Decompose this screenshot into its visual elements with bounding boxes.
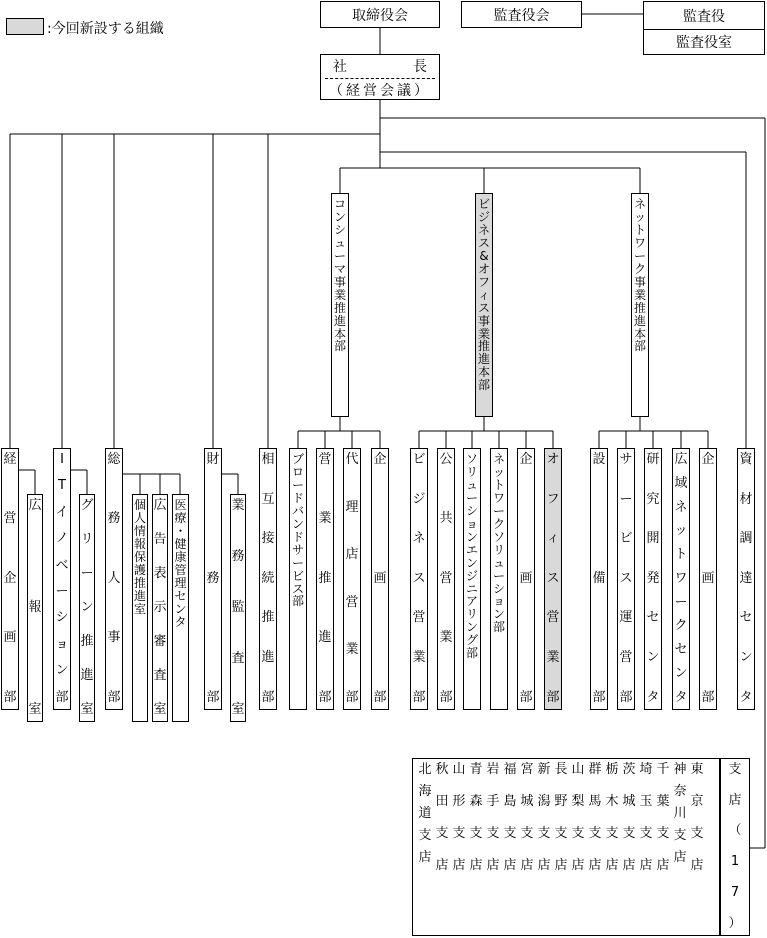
label-char: ン: [174, 601, 187, 616]
label-char: 部: [412, 689, 426, 705]
label-char: ン: [55, 663, 69, 679]
label-char: ン: [646, 650, 660, 666]
label-char: 広: [28, 498, 42, 513]
label-char: 部: [206, 689, 220, 705]
department-box: [230, 494, 246, 722]
label-char: 画: [3, 630, 17, 646]
label-char: ン: [492, 607, 505, 622]
label-char: ワ: [633, 235, 646, 250]
label-char: ー: [55, 584, 69, 600]
label-char: ー: [291, 477, 304, 492]
branch-item: 秋 田 支 店: [435, 762, 449, 873]
label-char: 康: [174, 549, 187, 564]
label-char: 本: [633, 326, 646, 341]
label-char: 業: [633, 287, 646, 302]
branch-item: 茨 城 支 店: [622, 762, 636, 873]
department-box: [343, 448, 361, 710]
label-char: ソ: [465, 452, 478, 466]
label-char: ス: [477, 235, 490, 250]
label-char: 進: [133, 588, 146, 603]
label-char: ス: [477, 300, 490, 315]
department-box: [79, 494, 95, 722]
label-char: 査: [231, 650, 245, 666]
label-char: 画: [701, 570, 715, 586]
label-char: タ: [739, 689, 753, 705]
label-char: リ: [465, 464, 478, 479]
label-char: 告: [153, 531, 167, 547]
label-char: 7: [730, 884, 740, 900]
label-char: オ: [477, 261, 490, 276]
branch-item: 福 島 支 店: [503, 762, 517, 873]
label-char: ・: [174, 523, 187, 538]
label-char: ス: [546, 570, 560, 586]
label-char: ク: [492, 516, 505, 531]
label-char: 互: [261, 491, 275, 507]
department-box: [152, 494, 168, 722]
label-char: 推: [633, 300, 646, 315]
auditor-label: 監査役: [683, 8, 725, 25]
board-of-directors-box: 取締役会: [320, 1, 440, 28]
branch-item: 新 潟 支 店: [537, 762, 551, 873]
label-char: ー: [80, 565, 94, 581]
label-char: 材: [739, 491, 753, 507]
label-char: 本: [477, 365, 490, 380]
label-char: 公: [439, 452, 453, 467]
branch-item: 宮 城 支 店: [520, 762, 534, 873]
branch-item: 山 梨 支 店: [571, 762, 585, 873]
label-char: ー: [633, 248, 646, 263]
label-char: 進: [477, 352, 490, 367]
label-char: 部: [318, 689, 332, 705]
label-char: 保: [133, 549, 146, 564]
label-char: 店: [728, 792, 742, 808]
label-char: コ: [333, 197, 346, 211]
label-char: 域: [674, 475, 688, 491]
label-char: ン: [291, 516, 304, 531]
division-box: [475, 193, 493, 417]
label-char: ベ: [55, 557, 69, 573]
label-char: 営: [546, 610, 560, 626]
label-char: 相: [261, 452, 275, 467]
label-char: 室: [153, 701, 167, 717]
label-char: 研: [646, 452, 660, 467]
label-char: ー: [619, 491, 633, 507]
label-char: 代: [345, 452, 359, 467]
label-char: バ: [291, 503, 304, 518]
label-char: ジ: [465, 568, 478, 583]
label-char: 務: [231, 548, 245, 564]
label-char: 画: [519, 570, 533, 586]
label-char: 企: [373, 452, 387, 467]
label-char: 推: [318, 570, 332, 586]
label-char: 部: [492, 620, 505, 635]
label-char: ョ: [465, 516, 478, 531]
label-char: シ: [492, 581, 505, 596]
label-char: 備: [592, 570, 606, 586]
legend-text: :今回新設する組織: [47, 21, 164, 37]
department-box: [371, 448, 389, 710]
label-char: 設: [592, 452, 606, 467]
label-char: ィ: [477, 287, 490, 302]
branch-item: 岩 手 支 店: [486, 762, 500, 873]
label-char: 進: [633, 313, 646, 328]
label-char: 療: [174, 510, 187, 525]
label-char: 進: [261, 650, 275, 666]
division-box: [631, 193, 649, 417]
label-char: 部: [519, 689, 533, 705]
department-box: [410, 448, 428, 710]
label-char: &: [479, 248, 489, 263]
label-char: ス: [291, 581, 304, 596]
label-char: ッ: [674, 523, 688, 539]
label-char: ネ: [633, 197, 646, 211]
label-char: T: [58, 478, 66, 494]
label-char: ジ: [477, 209, 490, 224]
label-char: 業: [345, 642, 359, 658]
department-box: [289, 448, 307, 710]
label-char: 企: [3, 570, 17, 586]
label-char: ス: [619, 570, 633, 586]
label-char: ョ: [55, 636, 69, 652]
branch-item: 栃 木 支 店: [605, 762, 619, 873]
label-char: ネ: [492, 452, 505, 466]
label-char: （: [728, 823, 742, 839]
label-char: ビ: [412, 452, 426, 467]
label-char: 画: [373, 570, 387, 586]
label-char: フ: [477, 274, 490, 289]
label-char: ド: [291, 529, 304, 544]
label-char: 事: [477, 313, 490, 328]
label-char: セ: [674, 642, 688, 658]
label-char: ア: [465, 594, 478, 609]
label-char: 開: [646, 531, 660, 547]
label-char: 理: [174, 575, 187, 590]
label-char: グ: [465, 633, 478, 648]
label-char: ー: [291, 555, 304, 570]
label-char: ー: [492, 503, 505, 518]
audit-board-box: 監査役会: [461, 1, 582, 28]
auditor-box: [643, 1, 765, 55]
label-char: 推: [477, 339, 490, 354]
branch-item: 千 葉 支 店: [656, 762, 670, 873]
label-char: タ: [674, 689, 688, 705]
department-box: [172, 494, 189, 722]
label-char: 室: [231, 701, 245, 717]
label-char: ン: [465, 555, 478, 570]
label-char: ワ: [674, 570, 688, 586]
label-char: ッ: [492, 464, 505, 479]
label-char: 事: [633, 274, 646, 289]
department-box: [1, 448, 19, 710]
department-box: [53, 448, 71, 710]
legend-swatch: [6, 18, 44, 35]
label-char: 査: [153, 667, 167, 683]
label-char: リ: [465, 607, 478, 622]
label-char: ト: [674, 547, 688, 563]
label-char: ビ: [291, 568, 304, 583]
label-char: ー: [333, 248, 346, 263]
label-char: 達: [739, 570, 753, 586]
label-char: 業: [439, 630, 453, 646]
label-char: 企: [519, 452, 533, 467]
label-char: 室: [80, 701, 94, 717]
label-char: ン: [80, 599, 94, 615]
branch-item: 長 野 支 店: [554, 762, 568, 873]
label-char: 営: [3, 511, 17, 527]
label-char: ロ: [291, 464, 304, 479]
label-char: ノ: [55, 531, 69, 547]
label-char: 推: [261, 610, 275, 626]
label-char: 理: [345, 499, 359, 515]
label-char: 医: [174, 498, 187, 512]
label-char: 情: [133, 523, 146, 538]
label-char: リ: [492, 542, 505, 557]
label-char: 部: [3, 689, 17, 705]
label-char: 監: [231, 599, 245, 615]
management-council-label: （経営会議）: [329, 83, 431, 99]
label-char: 推: [80, 633, 94, 649]
label-char: 部: [333, 339, 346, 354]
label-char: ト: [492, 477, 505, 492]
branch-item: 東 京 支 店: [690, 762, 704, 873]
label-char: 営: [345, 594, 359, 610]
label-char: フ: [546, 491, 560, 507]
label-char: ュ: [465, 477, 478, 492]
label-char: サ: [619, 452, 633, 467]
label-char: 部: [261, 689, 275, 705]
label-char: 事: [107, 630, 121, 646]
label-char: 業: [318, 511, 332, 527]
label-char: 部: [592, 689, 606, 705]
label-char: ネ: [674, 499, 688, 515]
label-char: 支: [728, 762, 742, 777]
label-char: 部: [291, 594, 304, 609]
label-char: 究: [646, 491, 660, 507]
label-char: セ: [646, 610, 660, 626]
label-char: 営: [412, 610, 426, 626]
department-box: [316, 448, 334, 710]
label-char: セ: [739, 610, 753, 626]
label-char: 資: [739, 452, 753, 467]
label-char: 健: [174, 536, 187, 551]
label-char: 営: [439, 570, 453, 586]
label-char: ビ: [477, 197, 490, 211]
label-char: 護: [133, 562, 146, 577]
label-char: オ: [546, 452, 560, 467]
division-box: [331, 193, 349, 417]
department-box: [590, 448, 608, 710]
label-char: ニ: [465, 581, 478, 596]
label-char: ビ: [619, 531, 633, 547]
president-title-b: 長: [413, 59, 427, 75]
label-char: 業: [477, 326, 490, 341]
branch-item: 群 馬 支 店: [588, 762, 602, 873]
department-box: [105, 448, 123, 710]
label-char: シ: [333, 222, 346, 237]
label-char: 部: [633, 339, 646, 354]
label-char: ン: [465, 529, 478, 544]
label-char: 推: [133, 575, 146, 590]
branch-item: 北 海 道 支 店: [418, 762, 432, 865]
label-char: イ: [55, 504, 69, 520]
label-char: 調: [739, 531, 753, 547]
label-char: シ: [465, 503, 478, 518]
label-char: ネ: [412, 531, 426, 547]
label-char: 企: [701, 452, 715, 467]
label-char: 部: [345, 689, 359, 705]
label-char: サ: [291, 542, 304, 557]
label-char: ー: [674, 594, 688, 610]
label-char: ジ: [412, 491, 426, 507]
label-char: エ: [465, 542, 478, 557]
department-box: [490, 448, 508, 710]
label-char: 運: [619, 610, 633, 626]
label-char: ー: [465, 490, 478, 505]
department-box: [617, 448, 635, 710]
label-char: 人: [133, 510, 146, 525]
label-char: ュ: [492, 555, 505, 570]
label-char: リ: [80, 531, 94, 547]
department-box: [259, 448, 277, 710]
department-box: [737, 448, 755, 710]
label-char: 進: [333, 313, 346, 328]
president-title-a: 社: [333, 59, 347, 75]
label-char: マ: [333, 261, 346, 276]
label-char: 営: [318, 452, 332, 467]
label-char: タ: [174, 614, 187, 629]
label-char: 総: [107, 452, 121, 467]
president-box: [320, 54, 440, 100]
department-box: [27, 494, 43, 722]
department-box: [437, 448, 455, 710]
label-char: 広: [674, 452, 688, 467]
label-char: ブ: [291, 452, 304, 466]
label-char: ソ: [492, 529, 505, 544]
label-char: 部: [55, 689, 69, 705]
label-char: タ: [646, 689, 660, 705]
label-char: ッ: [633, 209, 646, 224]
department-box: [204, 448, 222, 710]
label-char: 推: [333, 300, 346, 315]
label-char: 発: [646, 570, 660, 586]
label-char: セ: [174, 588, 187, 603]
label-char: 部: [465, 646, 478, 661]
label-char: シ: [55, 610, 69, 626]
auditor-office-label: 監査役室: [676, 35, 732, 51]
label-char: ー: [492, 568, 505, 583]
label-char: 続: [261, 570, 275, 586]
label-char: 業: [231, 498, 245, 513]
label-char: 部: [619, 689, 633, 705]
label-char: 営: [619, 650, 633, 666]
label-char: 部: [701, 689, 715, 705]
label-char: ）: [728, 915, 742, 931]
label-char: 接: [261, 531, 275, 547]
label-char: 審: [153, 633, 167, 649]
label-char: I: [60, 452, 64, 467]
label-char: ド: [291, 490, 304, 505]
label-char: ン: [465, 620, 478, 635]
label-char: 1: [730, 854, 740, 870]
branch-list-box: [412, 758, 720, 936]
label-char: ュ: [333, 235, 346, 250]
label-char: 人: [107, 570, 121, 586]
label-char: ン: [674, 665, 688, 681]
branch-item: 山 形 支 店: [452, 762, 466, 873]
label-char: 示: [153, 599, 167, 615]
branch-item: 青 森 支 店: [469, 762, 483, 873]
label-char: 室: [28, 701, 42, 717]
label-char: 部: [477, 378, 490, 393]
label-char: 報: [28, 599, 42, 615]
department-box: [672, 448, 690, 710]
label-char: 店: [345, 547, 359, 563]
department-box: [517, 448, 535, 710]
label-char: 管: [174, 562, 187, 577]
label-char: 部: [546, 689, 560, 705]
label-char: 個: [133, 498, 146, 512]
label-char: ト: [633, 222, 646, 237]
label-char: 共: [439, 511, 453, 527]
label-char: 表: [153, 565, 167, 581]
label-char: ン: [333, 209, 346, 224]
label-char: 部: [439, 689, 453, 705]
label-char: 務: [107, 511, 121, 527]
label-char: 業: [333, 287, 346, 302]
label-char: ス: [412, 570, 426, 586]
label-char: 部: [373, 689, 387, 705]
department-box: [699, 448, 717, 710]
label-char: ク: [633, 261, 646, 276]
label-char: ン: [739, 650, 753, 666]
department-box: [644, 448, 662, 710]
label-char: グ: [80, 498, 94, 513]
label-char: ョ: [492, 594, 505, 609]
label-char: 業: [546, 650, 560, 666]
label-char: 事: [333, 274, 346, 289]
label-char: 室: [133, 601, 146, 616]
label-char: 広: [153, 498, 167, 513]
label-char: 業: [412, 650, 426, 666]
department-box: [463, 448, 481, 710]
label-char: ィ: [546, 531, 560, 547]
branch-item: 神 奈 川 支 店: [673, 762, 687, 865]
label-char: 部: [107, 689, 121, 705]
branch-item: 埼 玉 支 店: [639, 762, 653, 873]
label-char: 進: [318, 630, 332, 646]
label-char: 本: [333, 326, 346, 341]
label-char: ク: [674, 618, 688, 634]
label-char: 報: [133, 536, 146, 551]
label-char: ワ: [492, 490, 505, 505]
label-char: 財: [206, 452, 220, 467]
label-char: 経: [3, 452, 17, 467]
department-box: [132, 494, 148, 722]
department-box: [544, 448, 562, 710]
label-char: ネ: [477, 222, 490, 237]
label-char: 進: [80, 667, 94, 683]
branch-title-box: [720, 758, 750, 936]
label-char: 務: [206, 570, 220, 586]
